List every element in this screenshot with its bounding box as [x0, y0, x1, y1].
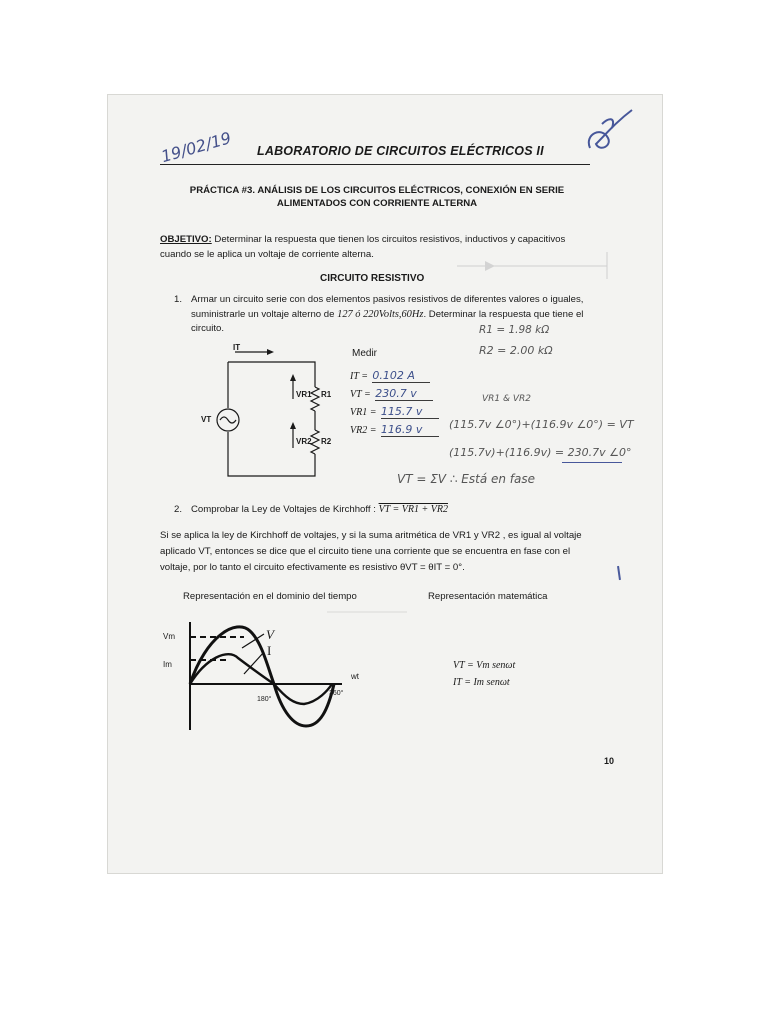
time-domain-title: Representación en el dominio del tiempo	[183, 591, 357, 602]
step1-line1: Armar un circuito serie con dos elementos pasivos resistivos de diferentes valores o iguales,	[191, 294, 584, 305]
measure-label-it: IT =	[350, 371, 368, 382]
resistor-r2-symbol	[311, 430, 319, 454]
voltage-equation: VT = Vm senωt	[453, 660, 516, 671]
measure-value-it: 0.102 A	[372, 369, 430, 383]
v-curve-label: V	[266, 627, 274, 642]
note-eq2: (115.7v)+(116.9v) = 230.7v ∠0°	[449, 446, 632, 459]
series-circuit-diagram	[205, 342, 335, 482]
step1-number: 1.	[174, 294, 183, 305]
paragraph-line2: aplicado VT, entonces se dice que el circuito tiene una corriente que se encuentra en fase con el	[160, 546, 571, 557]
bleed-through-marks	[107, 94, 663, 874]
current-equation: IT = Im senωt	[453, 677, 510, 688]
practice-title	[177, 184, 577, 210]
step2-label: Comprobar la Ley de Voltajes de Kirchhoff :	[191, 504, 376, 515]
measure-row	[350, 402, 439, 420]
i-curve-label: I	[267, 643, 272, 658]
measure-row	[350, 366, 439, 384]
objective-text-line2: cuando se le aplica un voltaje de corriente alterna.	[160, 248, 374, 260]
vr2-label: VR2	[296, 437, 312, 446]
step2-number: 2.	[174, 504, 183, 515]
step2-text	[191, 503, 448, 518]
note-r2: R2 = 2.00 kΩ	[479, 344, 553, 357]
measure-label-vt: VT =	[350, 389, 371, 400]
note-vr: VR1 & VR2	[482, 394, 532, 404]
paragraph-line3: voltaje, por lo tanto el circuito efectivamente es resistivo θVT = θIT = 0°.	[160, 562, 465, 573]
tick-180-label: 180°	[257, 696, 272, 703]
wt-axis-label: wt	[351, 672, 359, 681]
measure-label-vr1: VR1 =	[350, 407, 377, 418]
vm-label: Vm	[163, 632, 175, 641]
section-title: CIRCUITO RESISTIVO	[320, 273, 425, 284]
title-rule	[160, 164, 590, 165]
r2-label: R2	[321, 437, 332, 446]
resistor-r1-symbol	[311, 387, 319, 411]
im-label: Im	[163, 660, 172, 669]
paragraph-line1: Si se aplica la ley de Kirchhoff de voltajes, y si la suma aritmética de VR1 y VR2 , es igual al voltaje	[160, 530, 582, 541]
note-r1: R1 = 1.98 kΩ	[479, 324, 550, 336]
note-eq3: VT = ΣV ∴ Está en fase	[397, 472, 535, 486]
source-label: VT	[201, 415, 212, 424]
step1-line2	[191, 308, 631, 323]
measure-label-vr2: VR2 =	[350, 425, 377, 436]
measure-value-vr2: 116.9 v	[381, 423, 439, 437]
measure-value-vr1: 115.7 v	[381, 405, 439, 419]
scanned-page	[107, 94, 663, 874]
kvl-formula: VT = VR1 + VR2	[378, 504, 448, 515]
math-representation-title: Representación matemática	[428, 591, 548, 602]
objective-line1	[160, 233, 620, 248]
practice-title-line2: ALIMENTADOS CON CORRIENTE ALTERNA	[276, 198, 478, 209]
objective-label: OBJETIVO:	[160, 234, 212, 245]
note-eq2-underline	[562, 462, 622, 463]
practice-title-line1: PRÁCTICA #3. ANÁLISIS DE LOS CIRCUITOS ELÉCTRICOS, CONEXIÓN EN SERIE	[189, 185, 565, 196]
objective-text-line1: Determinar la respuesta que tienen los circuitos resistivos, inductivos y capacitivos	[214, 234, 566, 245]
objective-block	[160, 233, 620, 262]
handwritten-date: 19/02/19	[159, 128, 234, 167]
r1-label: R1	[321, 390, 332, 399]
current-label: IT	[233, 343, 241, 352]
step1-line2-post: . Determinar la respuesta que tiene el	[423, 308, 584, 320]
kvl-paragraph	[160, 528, 630, 576]
measure-heading: Medir	[352, 348, 378, 359]
tick-360-label: 360°	[329, 690, 344, 697]
vr1-label: VR1	[296, 390, 312, 399]
measure-value-vt: 230.7 v	[375, 387, 433, 401]
measure-row	[350, 420, 439, 438]
step1-text	[191, 293, 631, 337]
step1-line2-pre: suministrarle un voltaje alterno de	[191, 308, 335, 320]
step1-line3: circuito.	[191, 323, 225, 334]
measure-row	[350, 384, 439, 402]
measure-list	[350, 366, 439, 438]
step1-voltage-formula: 127 ó 220Volts,60Hz	[337, 308, 424, 320]
note-eq1: (115.7v ∠0°)+(116.9v ∠0°) = VT	[449, 418, 634, 431]
signature-mark	[582, 104, 642, 164]
page-number: 10	[604, 756, 615, 766]
circuit-wire	[228, 362, 315, 387]
document-title: LABORATORIO DE CIRCUITOS ELÉCTRICOS II	[257, 144, 544, 158]
